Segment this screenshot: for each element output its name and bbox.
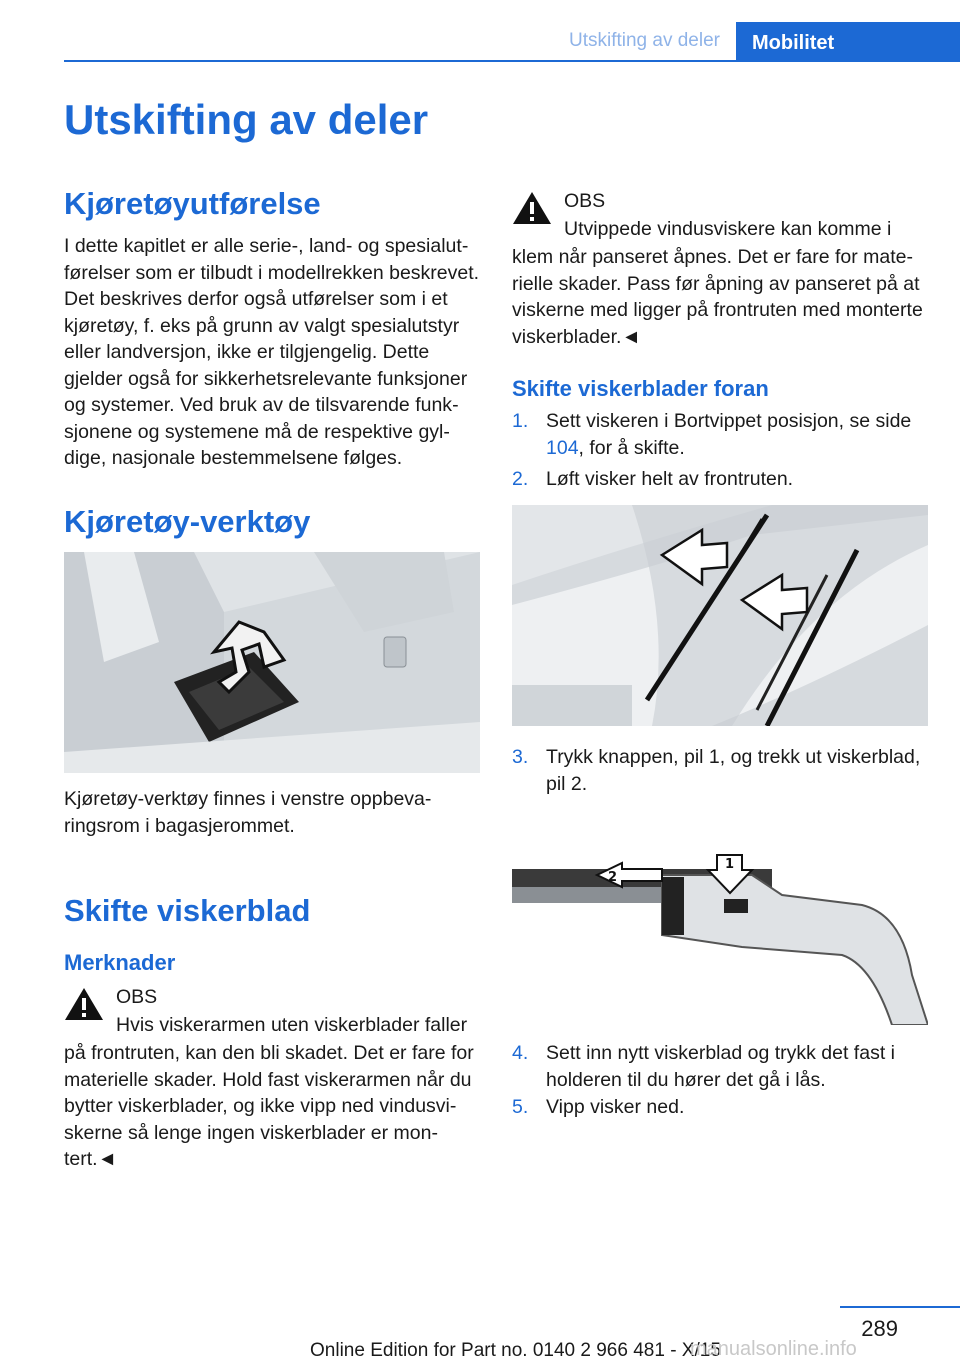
- arrow-1-label: 1: [725, 857, 735, 872]
- page-reference-link[interactable]: 104: [546, 436, 579, 459]
- heading-replace-wiper-blade: Skifte viskerblad: [64, 893, 311, 928]
- windshield-wipers-illustration: [512, 505, 928, 726]
- wiper-lift-figure: [512, 505, 928, 726]
- vehicle-tools-figure: [64, 552, 480, 773]
- arrow-2-label: 2: [608, 870, 618, 885]
- warning-label: OBS: [116, 986, 158, 1008]
- footer-edition-text: Online Edition for Part no. 0140 2 966 481 - X/15: [310, 1340, 721, 1361]
- step-number: 5.: [512, 1096, 529, 1118]
- header-chapter-tab[interactable]: Mobilitet: [736, 22, 960, 62]
- page-number-rule: [840, 1306, 960, 1308]
- step-text: [546, 408, 926, 461]
- page-title: Utskifting av deler: [64, 96, 429, 143]
- warning-icon: [512, 190, 552, 226]
- step-text: Vipp visker ned.: [546, 1096, 685, 1118]
- step-item: [512, 744, 928, 798]
- step-number: 3.: [512, 746, 529, 768]
- warning-text: på frontruten, kan den bli skadet. Det er fare for materielle skader. Hold fast viskerarmen når du bytter viskerblader, og ikke vipp ned vindusviskerne så lenge ingen viskerblader er montert.◄: [64, 1042, 474, 1170]
- step-number: 2.: [512, 468, 529, 490]
- warning-block-wiper-arm: [64, 986, 484, 1186]
- step-text: Sett inn nytt viskerblad og trykk det fast i holderen til du hører det gå i lås.: [546, 1042, 895, 1091]
- heading-vehicle-version: Kjøretøyutførelse: [64, 186, 321, 221]
- step-text-part: , for å skifte.: [578, 436, 685, 459]
- step-item: [512, 466, 928, 494]
- step-item: [512, 1094, 928, 1122]
- wiper-blade-release-figure: [512, 835, 928, 1025]
- warning-text: klem når panseret åpnes. Det er fare for materielle skader. Pass før åpning av panseret på at viskerne med ligger på frontruten med monterte viskerblader.◄: [512, 246, 923, 348]
- step-item: [512, 1040, 928, 1094]
- heading-vehicle-tools: Kjøretøy-verktøy: [64, 504, 311, 539]
- step-number: 1.: [512, 410, 529, 432]
- watermark: manualsonline.info: [690, 1338, 857, 1360]
- vehicle-version-text: I dette kapitlet er alle serie-, land- og spesialutførelser som er tilbudt i modellrekken beskrevet. Det beskrives derfor også utførelser som i et kjøretøy, f. eks på grunn av valgt spesialutstyr eller landversjon, ikke er tilgjengelig. Dette gjelder også for sikkerhetsrelevante funksjoner og systemer. Ved bruk av de tilsvarende funksjonene og systemene må de respektive gyldige, nasjonale bestemmelsene følges.: [64, 235, 480, 469]
- warning-block-wipers-hood: [512, 190, 932, 350]
- header-section-title: Utskifting av deler: [568, 30, 720, 51]
- trunk-compartment-illustration: [64, 552, 480, 773]
- warning-icon: [64, 986, 104, 1022]
- step-number: 4.: [512, 1042, 529, 1064]
- warning-text-first-line: Hvis viskerarmen uten viskerblader faller: [116, 1014, 468, 1036]
- step-text-part: Sett viskeren i Bortvippet posisjon, se side: [546, 410, 912, 432]
- step-text: Trykk knappen, pil 1, og trekk ut viskerblad, pil 2.: [546, 746, 921, 795]
- heading-notes: Merknader: [64, 950, 176, 975]
- warning-label: OBS: [564, 190, 606, 212]
- warning-text-first-line: Utvippede vindusviskere kan komme i: [564, 218, 892, 240]
- step-item: [512, 408, 928, 462]
- wiper-blade-release-illustration: [512, 835, 928, 1025]
- header-rule: [64, 60, 960, 62]
- page-number: 289: [861, 1316, 898, 1341]
- vehicle-tools-caption: Kjøretøy-verktøy finnes i venstre oppbevaringsrom i bagasjerommet.: [64, 788, 432, 837]
- step-text: Løft visker helt av frontruten.: [546, 468, 794, 490]
- heading-replace-front-wiper-blades: Skifte viskerblader foran: [512, 376, 769, 401]
